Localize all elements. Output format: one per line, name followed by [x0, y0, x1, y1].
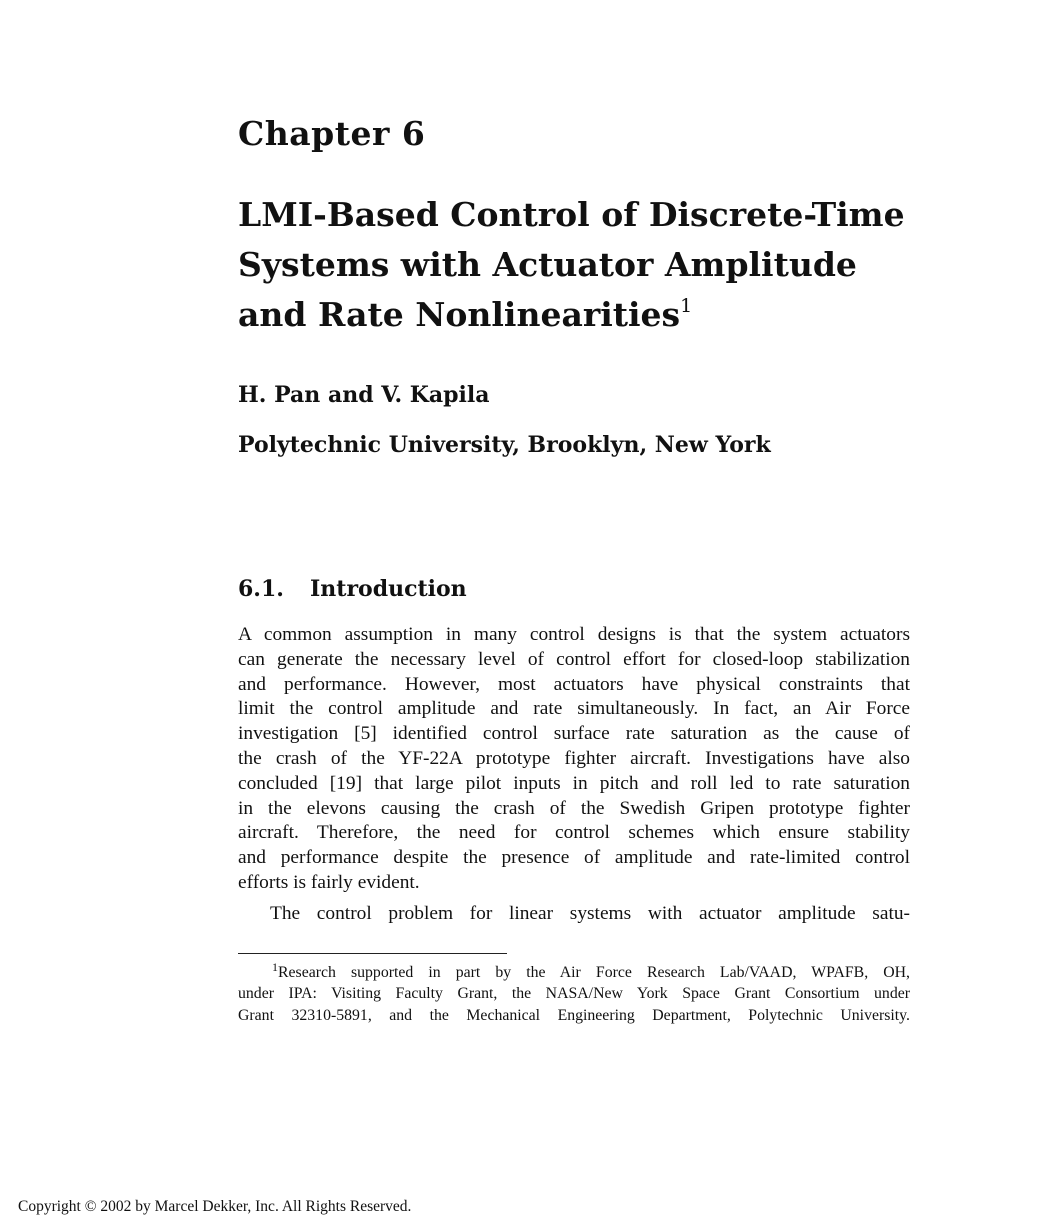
footnote-line-1-text: Research supported in part by the Air Force Research Lab/VAAD, WPAFB, OH, [278, 964, 910, 981]
footnote-mark: 1 [272, 960, 278, 974]
body-line: aircraft. Therefore, the need for control schemes which ensure stability [238, 822, 910, 844]
footnote-line: Grant 32310-5891, and the Mechanical Engineering Department, Polytechnic University. [238, 1006, 910, 1024]
title-line-3 [238, 290, 938, 340]
body-line: and performance despite the presence of amplitude and rate-limited control [238, 847, 910, 869]
footnote-divider [238, 953, 507, 954]
chapter-title [238, 190, 938, 340]
title-footnote-mark: 1 [680, 295, 693, 317]
body-line: The control problem for linear systems with actuator amplitude satu- [270, 902, 910, 924]
section-number: 6.1. [238, 576, 284, 602]
section-heading [238, 576, 467, 602]
title-line-3-text: and Rate Nonlinearities [238, 295, 681, 334]
body-line: in the elevons causing the crash of the Swedish Gripen prototype fighter [238, 797, 910, 819]
body-line: the crash of the YF-22A prototype fighter aircraft. Investigations have also [238, 747, 910, 769]
title-line-1: LMI-Based Control of Discrete-Time [238, 195, 905, 234]
body-line: A common assumption in many control designs is that the system actuators [238, 624, 910, 645]
copyright-notice: Copyright © 2002 by Marcel Dekker, Inc. All Rights Reserved. [18, 1198, 412, 1215]
title-line-2: Systems with Actuator Amplitude [238, 245, 857, 284]
body-line: can generate the necessary level of control effort for closed-loop stabilization [238, 648, 910, 670]
body-line: and performance. However, most actuators have physical constraints that [238, 673, 910, 695]
body-line: investigation [5] identified control surface rate saturation as the cause of [238, 723, 910, 745]
body-line: efforts is fairly evident. [238, 871, 420, 893]
body-line: concluded [19] that large pilot inputs in pitch and roll led to rate saturation [238, 772, 910, 794]
section-title: Introduction [310, 576, 467, 602]
authors: H. Pan and V. Kapila [238, 382, 490, 408]
affiliation: Polytechnic University, Brooklyn, New York [238, 432, 771, 458]
chapter-label: Chapter 6 [238, 114, 426, 153]
body-line: limit the control amplitude and rate simultaneously. In fact, an Air Force [238, 698, 910, 720]
body-text [238, 623, 910, 927]
footnote-line [238, 962, 910, 983]
footnote [238, 962, 910, 1026]
footnote-line: under IPA: Visiting Faculty Grant, the NASA/New York Space Grant Consortium under [238, 985, 910, 1003]
